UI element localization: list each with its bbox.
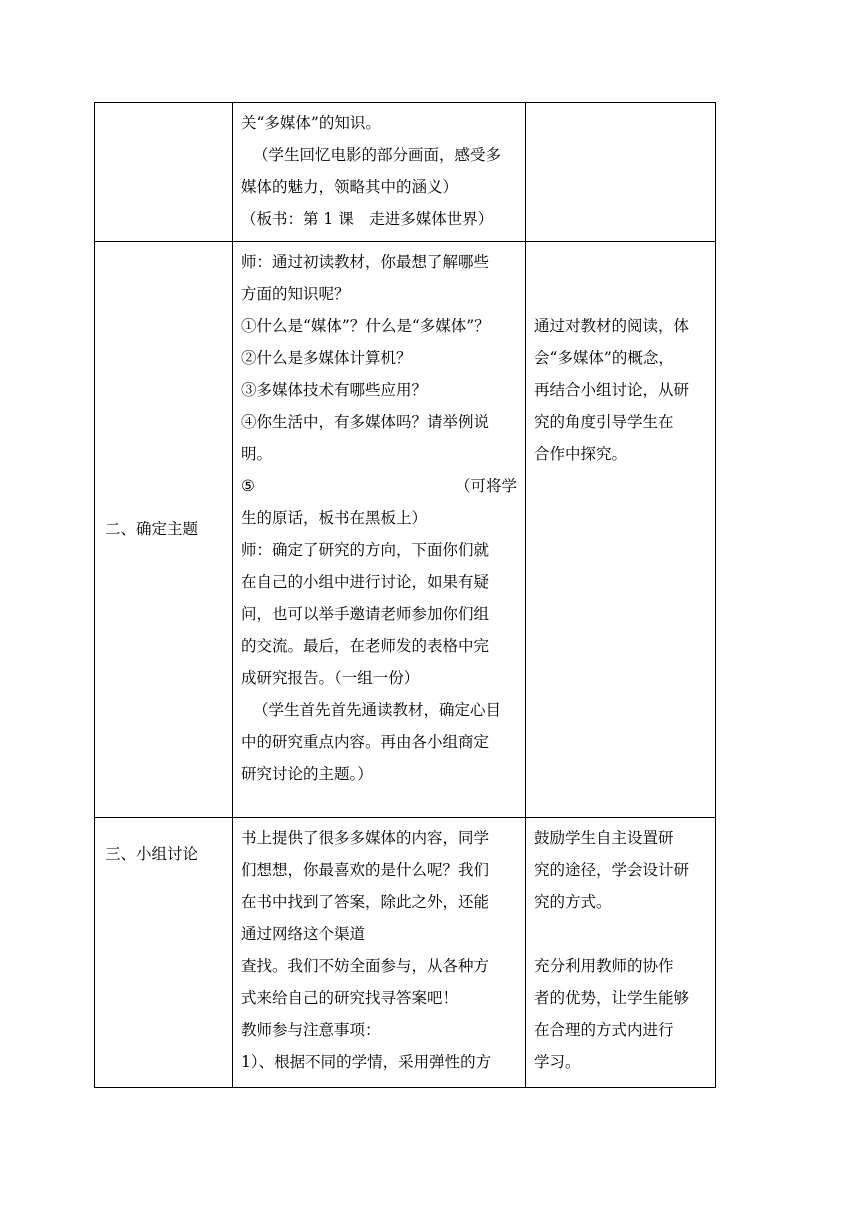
content-line: 教师参与注意事项： <box>241 1021 381 1039</box>
content-line-split <box>241 470 517 502</box>
lesson-plan-table <box>94 102 716 1088</box>
content-line: 们想想，你最喜欢的是什么呢？我们 <box>241 861 490 879</box>
notes-cell <box>526 818 716 1088</box>
stage-cell <box>95 242 233 818</box>
notes-line: 者的优势，让学生能够 <box>534 989 690 1007</box>
table-row <box>95 103 716 242</box>
content-line: 媒体的魅力，领略其中的涵义） <box>241 178 459 196</box>
notes-cell <box>526 242 716 818</box>
content-line: 明。 <box>241 445 273 463</box>
content-line: 关“多媒体”的知识。 <box>241 114 381 132</box>
notes-line: 合作中探究。 <box>534 445 628 463</box>
notes-line: 通过对教材的阅读，体 <box>534 317 690 335</box>
content-line: 在书中找到了答案，除此之外，还能 <box>241 893 490 911</box>
content-line: 方面的知识呢？ <box>241 285 350 303</box>
content-cell <box>233 818 526 1088</box>
content-line: 生的原话，板书在黑板上） <box>241 509 428 527</box>
notes-line: 究的方式。 <box>534 893 612 911</box>
notes-cell <box>526 103 716 242</box>
content-line: 书上提供了很多多媒体的内容，同学 <box>241 829 490 847</box>
content-line: 1）、根据不同的学情，采用弹性的方 <box>241 1053 492 1071</box>
content-line: 师：确定了研究的方向，下面你们就 <box>241 541 490 559</box>
notes-line: 充分利用教师的协作 <box>534 957 674 975</box>
content-line: 通过网络这个渠道 <box>241 925 366 943</box>
content-line: 的交流。最后，在老师发的表格中完 <box>241 637 490 655</box>
content-cell <box>233 242 526 818</box>
content-line: （可将学 <box>454 477 517 495</box>
table-row <box>95 242 716 818</box>
content-cell <box>233 103 526 242</box>
notes-line: 究的途径，学会设计研 <box>534 861 690 879</box>
content-line: 在自己的小组中进行讨论，如果有疑 <box>241 573 490 591</box>
content-line: （板书：第 1 课 走进多媒体世界） <box>241 210 494 228</box>
stage-cell <box>95 818 233 1088</box>
content-line: 师：通过初读教材，你最想了解哪些 <box>241 253 490 271</box>
content-line: 研究讨论的主题。） <box>241 765 373 783</box>
content-line: 中的研究重点内容。再由各小组商定 <box>241 733 490 751</box>
notes-line: 学习。 <box>534 1053 581 1071</box>
stage-label: 二、确定主题 <box>105 519 199 538</box>
notes-line: 会“多媒体”的概念， <box>534 349 674 367</box>
notes-line: 鼓励学生自主设置研 <box>534 829 674 847</box>
stage-cell <box>95 103 233 242</box>
content-line: ⑤ <box>241 477 255 495</box>
content-line: （学生首先首先通读教材，确定心目 <box>253 701 502 719</box>
notes-line: 再结合小组讨论，从研 <box>534 381 690 399</box>
content-line: 成研究报告。（一组一份） <box>241 669 420 687</box>
content-line: ①什么是“媒体”？什么是“多媒体”？ <box>241 317 490 335</box>
content-line: （学生回忆电影的部分画面，感受多 <box>253 146 502 164</box>
stage-label: 三、小组讨论 <box>105 845 199 863</box>
content-line: 问，也可以举手邀请老师参加你们组 <box>241 605 490 623</box>
content-line: ②什么是多媒体计算机？ <box>241 349 412 367</box>
content-line: ④你生活中，有多媒体吗？请举例说 <box>241 413 490 431</box>
content-line: 式来给自己的研究找寻答案吧！ <box>241 989 459 1007</box>
table-row <box>95 818 716 1088</box>
content-line: 查找。我们不妨全面参与，从各种方 <box>241 957 490 975</box>
notes-line: 究的角度引导学生在 <box>534 413 674 431</box>
notes-line: 在合理的方式内进行 <box>534 1021 674 1039</box>
content-line: ③多媒体技术有哪些应用？ <box>241 381 428 399</box>
